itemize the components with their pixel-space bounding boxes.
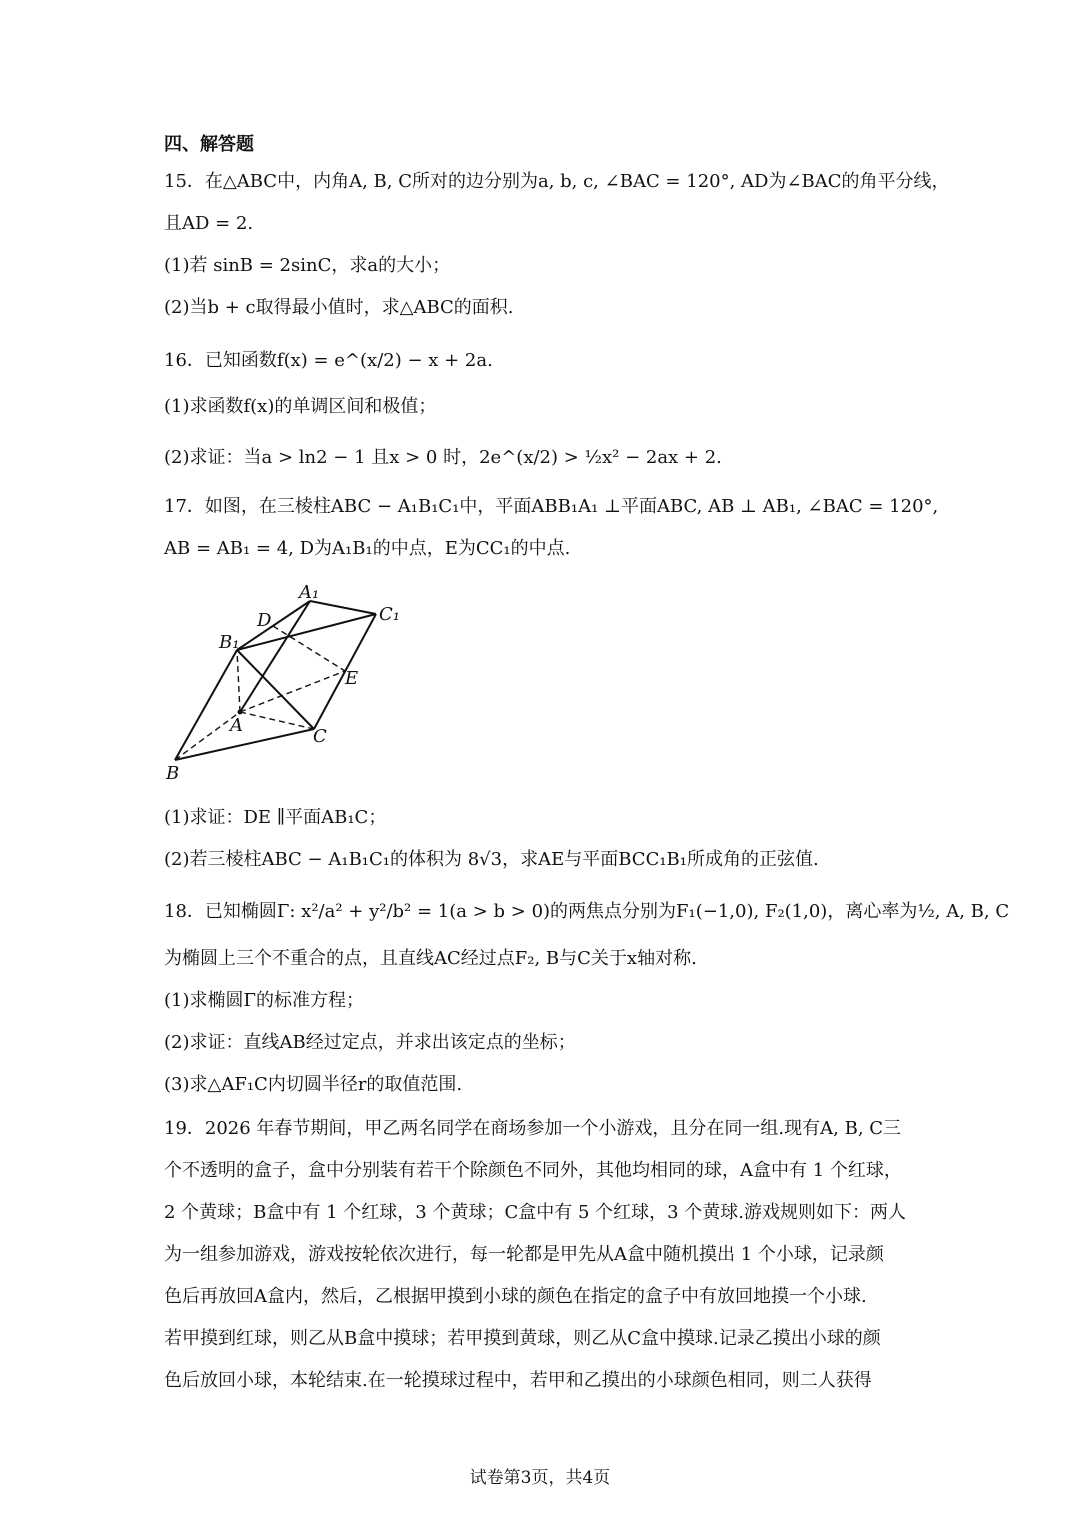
section-heading: 四、解答题 (164, 134, 254, 155)
point-A (238, 710, 243, 715)
edge-A-C (240, 712, 314, 729)
label-C: C (313, 726, 327, 747)
q18-line1: 18．已知椭圆Γ: x²/a² + y²/b² = 1(a > b > 0)的两焦点分别为F₁(−1,0), F₂(1,0)，离心率为½, A, B, C (164, 901, 1010, 922)
label-D: D (257, 610, 272, 631)
q17-part1: (1)求证：DE ∥平面AB₁C； (164, 807, 387, 828)
q18-part1: (1)求椭圆Γ的标准方程； (164, 990, 364, 1011)
q16-part2: (2)求证：当a > ln2 − 1 且x > 0 时，2e^(x/2) > ½x² − 2ax + 2. (164, 447, 722, 468)
q15-line1: 15．在△ABC中，内角A, B, C所对的边分别为a, b, c, ∠BAC = 120°, AD为∠BAC的角平分线， (164, 171, 950, 192)
edge-A1-C1 (310, 601, 376, 614)
label-B: B (166, 763, 180, 784)
q15-part2: (2)当b + c取得最小值时，求△ABC的面积. (164, 297, 514, 318)
q16-line1: 16．已知函数f(x) = e^(x/2) − x + 2a. (164, 350, 493, 371)
q18-part2: (2)求证：直线AB经过定点，并求出该定点的坐标； (164, 1032, 576, 1053)
q17-line1: 17．如图，在三棱柱ABC − A₁B₁C₁中，平面ABB₁A₁ ⊥平面ABC, AB ⊥ AB₁, ∠BAC = 120°, (164, 496, 939, 517)
prism-figure (160, 578, 420, 788)
edge-A-B1 (237, 650, 240, 712)
q19-line: 色后再放回A盒内，然后，乙根据甲摸到小球的颜色在指定的盒子中有放回地摸一个小球. (164, 1286, 867, 1307)
q18-line2: 为椭圆上三个不重合的点，且直线AC经过点F₂, B与C关于x轴对称. (164, 948, 697, 969)
q19-line: 19．2026 年春节期间，甲乙两名同学在商场参加一个小游戏，且分在同一组.现有A, B, C三 (164, 1118, 902, 1139)
q17-line2: AB = AB₁ = 4, D为A₁B₁的中点，E为CC₁的中点. (164, 538, 571, 559)
label-A1: A₁ (299, 582, 320, 603)
q19-line: 2 个黄球；B盒中有 1 个红球，3 个黄球；C盒中有 5 个红球，3 个黄球.游戏规则如下：两人 (164, 1202, 907, 1223)
q18-part3: (3)求△AF₁C内切圆半径r的取值范围. (164, 1074, 463, 1095)
q19-line: 若甲摸到红球，则乙从B盒中摸球；若甲摸到黄球，则乙从C盒中摸球.记录乙摸出小球的颜 (164, 1328, 881, 1349)
edge-B1-C (237, 650, 314, 729)
q17-part2: (2)若三棱柱ABC − A₁B₁C₁的体积为 8√3，求AE与平面BCC₁B₁所成角的正弦值. (164, 849, 819, 870)
edge-A-A1 (240, 601, 310, 712)
page-footer: 试卷第3页，共4页 (469, 1468, 611, 1488)
label-B1: B₁ (219, 632, 240, 653)
q15-part1: (1)若 sinB = 2sinC，求a的大小； (164, 255, 451, 276)
edge-B1-B (175, 650, 237, 760)
q19-line: 为一组参加游戏，游戏按轮依次进行，每一轮都是甲先从A盒中随机摸出 1 个小球，记录颜 (164, 1244, 884, 1265)
label-E: E (345, 668, 359, 689)
label-C1: C₁ (379, 604, 400, 625)
label-A: A (230, 715, 243, 736)
q16-part1: (1)求函数f(x)的单调区间和极值； (164, 396, 437, 417)
q15-line2: 且AD = 2. (164, 213, 254, 234)
q19-line: 色后放回小球，本轮结束.在一轮摸球过程中，若甲和乙摸出的小球颜色相同，则二人获得 (164, 1370, 872, 1391)
edge-D-E (273, 626, 345, 671)
q19-line: 个不透明的盒子，盒中分别装有若干个除颜色不同外，其他均相同的球，A盒中有 1 个红球， (164, 1160, 902, 1181)
